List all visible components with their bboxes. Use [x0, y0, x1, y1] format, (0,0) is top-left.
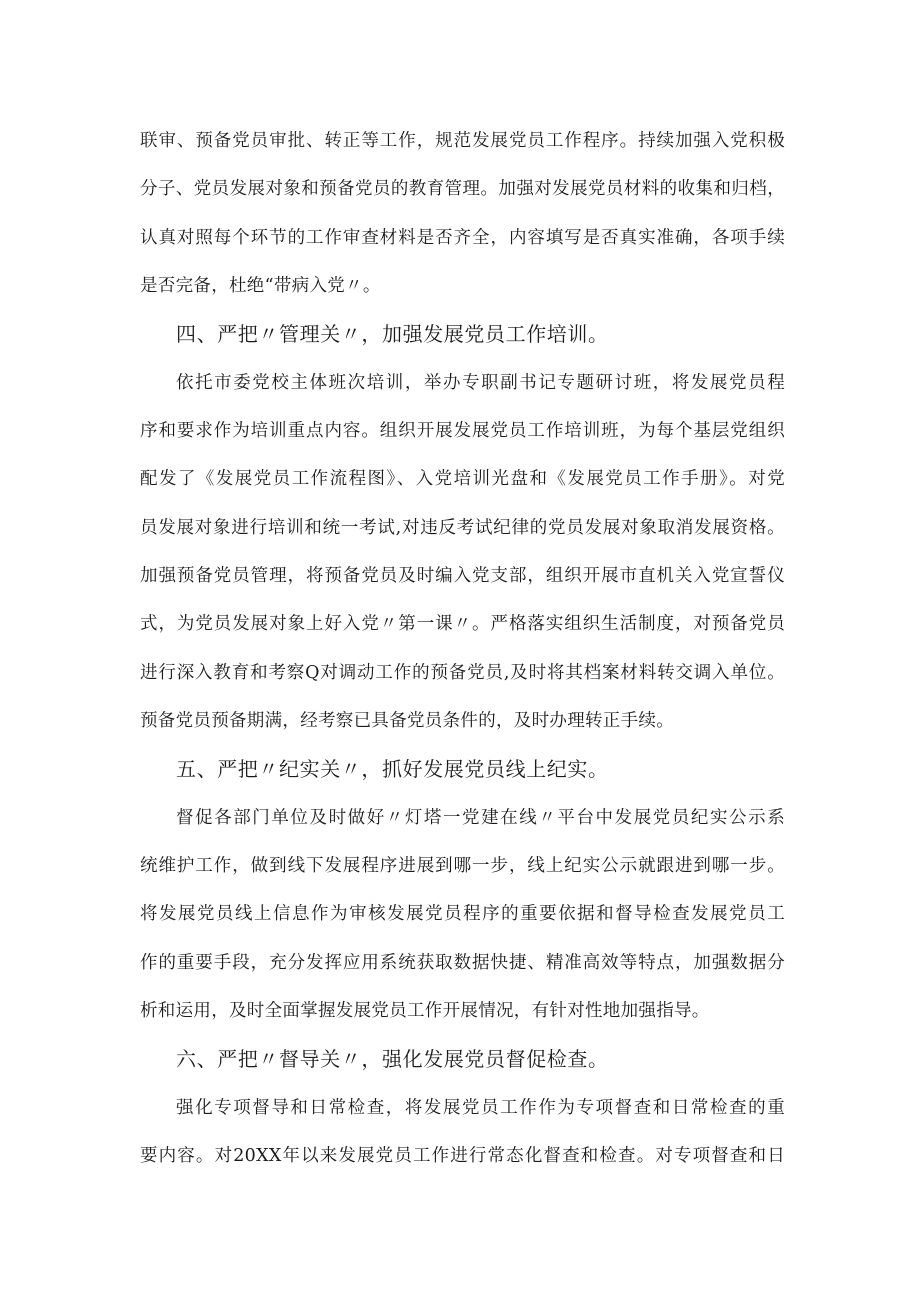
paragraph-line: 析和运用，及时全面掌握发展党员工作开展情况，有针对性地加强指导。	[140, 1001, 710, 1021]
paragraph-line: 分子、党员发展对象和预备党员的教育管理。加强对发展党员材料的收集和归档，	[140, 179, 785, 199]
paragraph-line: 作的重要手段，充分发挥应用系统获取数据快捷、精准高效等特点，加强数据分	[140, 953, 785, 973]
paragraph-line: 强化专项督导和日常检查，将发展党员工作作为专项督查和日常检查的重	[176, 1098, 785, 1118]
paragraph-line: 进行深入教育和考察Q对调动工作的预备党员,及时将其档案材料转交调入单位。	[140, 663, 785, 683]
section-heading-6: 六、严把〃督导关〃，强化发展党员督促检查。	[176, 1047, 609, 1071]
paragraph-line: 统维护工作，做到线下发展程序进展到哪一步，线上纪实公示就跟进到哪一步。	[140, 856, 785, 876]
paragraph-line: 加强预备党员管理，将预备党员及时编入党支部，组织开展市直机关入党宣誓仪	[140, 566, 785, 586]
paragraph-line: 要内容。对20XX年以来发展党员工作进行常态化督查和检查。对专项督查和日	[140, 1146, 785, 1166]
paragraph-line: 序和要求作为培训重点内容。组织开展发展党员工作培训班，为每个基层党组织	[140, 421, 785, 441]
section-heading-4: 四、严把〃管理关〃，加强发展党员工作培训。	[176, 322, 609, 346]
paragraph-line: 是否完备，杜绝“带病入党〃。	[140, 276, 381, 296]
paragraph-line: 依托市委党校主体班次培训，举办专职副书记专题研讨班，将发展党员程	[176, 373, 785, 393]
paragraph-line: 式，为党员发展对象上好入党〃第一课〃。严格落实组织生活制度，对预备党员	[140, 614, 785, 634]
paragraph-line: 配发了《发展党员工作流程图》、入党培训光盘和《发展党员工作手册》。对党	[140, 469, 785, 489]
paragraph-line: 将发展党员线上信息作为审核发展党员程序的重要依据和督导检查发展党员工	[140, 904, 785, 924]
paragraph-line: 督促各部门单位及时做好〃灯塔一党建在线〃平台中发展党员纪实公示系	[176, 808, 785, 828]
paragraph-line: 认真对照每个环节的工作审查材料是否齐全，内容填写是否真实准确，各项手续	[140, 228, 785, 248]
paragraph-line: 员发展对象进行培训和统一考试,对违反考试纪律的党员发展对象取消发展资格。	[140, 518, 785, 538]
section-heading-5: 五、严把〃纪实关〃，抓好发展党员线上纪实。	[176, 757, 609, 781]
paragraph-line: 联审、预备党员审批、转正等工作，规范发展党员工作程序。持续加强入党积极	[140, 131, 785, 151]
paragraph-line: 预备党员预备期满，经考察已具备党员条件的，及时办理转正手续。	[140, 711, 674, 731]
